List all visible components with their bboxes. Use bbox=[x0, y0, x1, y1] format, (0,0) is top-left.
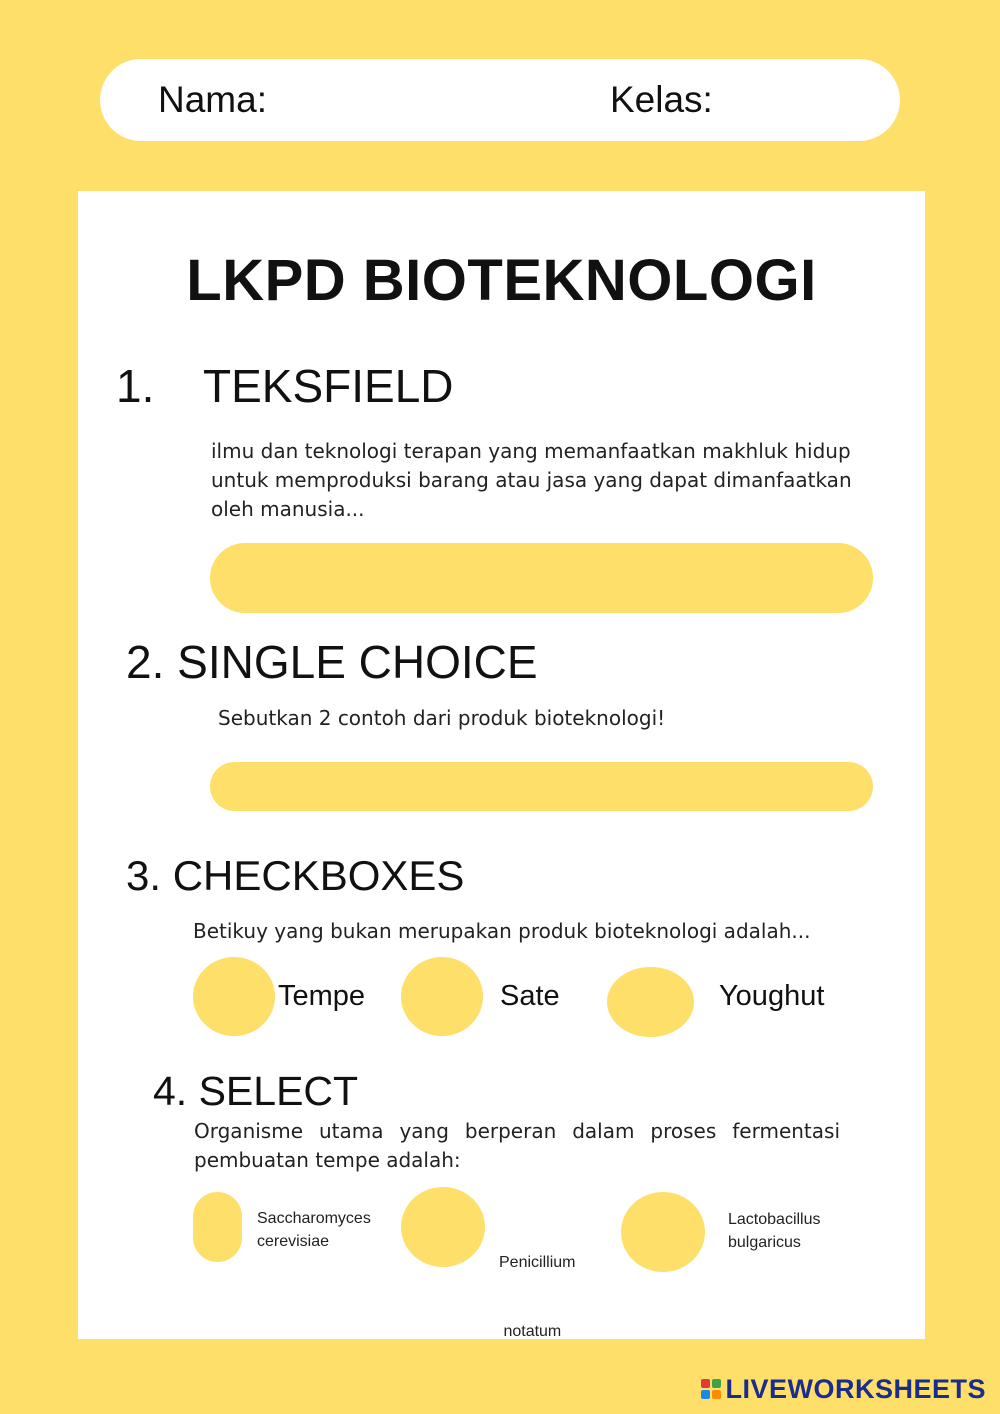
option-text-line: Saccharomyces bbox=[257, 1210, 371, 1227]
kelas-label: Kelas: bbox=[610, 79, 713, 120]
select-label-saccharomyces bbox=[257, 1207, 371, 1253]
question-line: oleh manusia... bbox=[211, 497, 365, 521]
nama-label: Nama: bbox=[158, 79, 267, 120]
checkbox-sate[interactable] bbox=[401, 957, 483, 1036]
checkbox-label-youghut: Youghut bbox=[719, 980, 825, 1012]
name-class-header bbox=[100, 59, 900, 141]
section-1-heading: TEKSFIELD bbox=[203, 360, 454, 412]
section-3-question: Betikuy yang bukan merupakan produk bioteknologi adalah... bbox=[193, 919, 811, 943]
page-title: LKPD BIOTEKNOLOGI bbox=[186, 248, 817, 313]
section-2-question: Sebutkan 2 contoh dari produk bioteknologi! bbox=[218, 706, 666, 730]
single-choice-answer-input[interactable] bbox=[210, 762, 873, 811]
section-1-question bbox=[211, 437, 852, 524]
checkbox-youghut[interactable] bbox=[607, 967, 694, 1037]
question-line: ilmu dan teknologi terapan yang memanfaatkan makhluk hidup bbox=[211, 439, 851, 463]
section-4-heading: 4. SELECT bbox=[153, 1068, 359, 1114]
select-label-penicillium bbox=[499, 1205, 575, 1389]
option-text-line: notatum bbox=[499, 1323, 562, 1340]
option-text-line: bulgaricus bbox=[728, 1234, 801, 1251]
select-option-saccharomyces[interactable] bbox=[193, 1192, 242, 1262]
question-line: untuk memproduksi barang atau jasa yang dapat dimanfaatkan bbox=[211, 468, 852, 492]
option-text-line: Lactobacillus bbox=[728, 1211, 821, 1228]
option-text-line: Penicillium bbox=[499, 1254, 576, 1271]
select-option-penicillium[interactable] bbox=[401, 1187, 485, 1267]
liveworksheets-logo-icon bbox=[701, 1379, 721, 1399]
select-label-lactobacillus bbox=[728, 1208, 821, 1254]
liveworksheets-logo bbox=[701, 1374, 986, 1404]
question-line: Organisme utama yang berperan dalam proses fermentasi bbox=[194, 1119, 840, 1143]
textfield-answer-input[interactable] bbox=[210, 543, 873, 613]
liveworksheets-brand-text: LIVEWORKSHEETS bbox=[725, 1373, 986, 1404]
checkbox-label-sate: Sate bbox=[500, 980, 560, 1012]
section-3-heading: 3. CHECKBOXES bbox=[126, 852, 465, 899]
section-4-question bbox=[194, 1117, 840, 1175]
question-line: pembuatan tempe adalah: bbox=[194, 1148, 461, 1172]
checkbox-tempe[interactable] bbox=[193, 957, 275, 1036]
select-option-lactobacillus[interactable] bbox=[621, 1192, 705, 1272]
checkbox-label-tempe: Tempe bbox=[278, 980, 366, 1012]
worksheet bbox=[78, 191, 925, 1339]
option-text-line: cerevisiae bbox=[257, 1233, 330, 1250]
section-2-heading: 2. SINGLE CHOICE bbox=[126, 636, 538, 688]
section-1-number: 1. bbox=[116, 360, 155, 412]
